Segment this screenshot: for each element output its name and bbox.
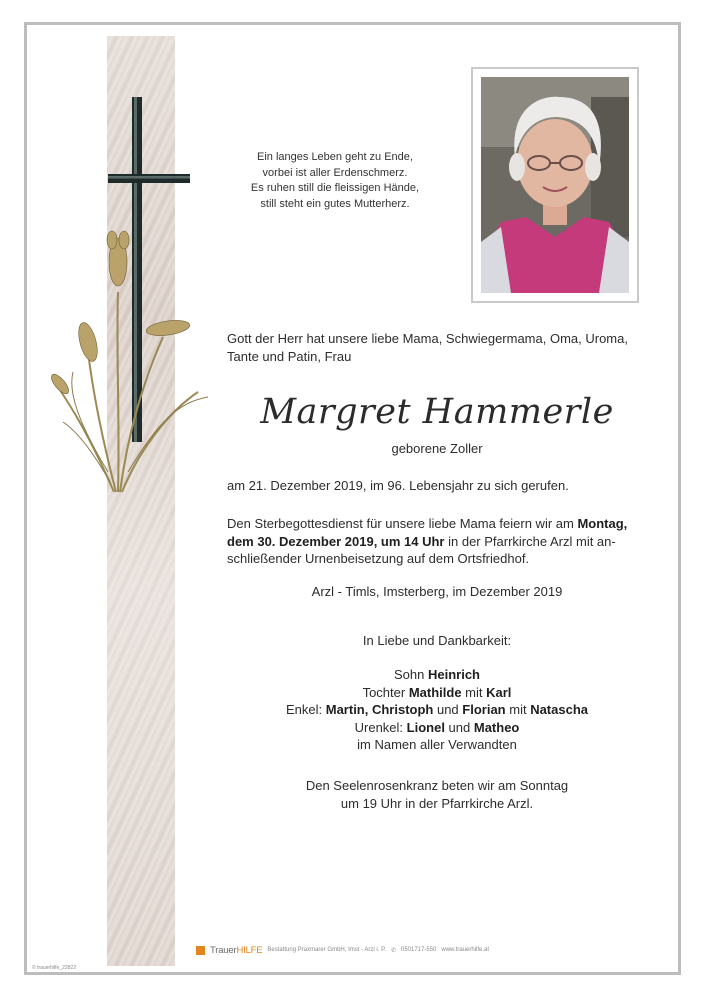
service-text	[227, 515, 647, 568]
partner-name: Natascha	[530, 702, 588, 717]
grandchild-name: Florian	[462, 702, 506, 717]
family-line-grandchildren	[227, 701, 647, 719]
maiden-name: geborene Zoller	[391, 441, 483, 456]
poem	[225, 150, 445, 212]
rosary-line: Den Seelenrosenkranz beten wir am Sonntag	[305, 778, 569, 793]
connector: mit	[505, 702, 531, 717]
family-line-relatives: im Namen aller Verwandten	[357, 737, 517, 752]
grandchild-names: Martin, Christoph	[325, 702, 434, 717]
service-datetime: Montag, dem 30. Dezember 2019, um 14 Uhr	[227, 516, 628, 549]
footer	[196, 942, 576, 958]
label: Tochter	[362, 684, 409, 700]
portrait-frame	[471, 67, 639, 303]
death-date-text: am 21. Dezember 2019, im 96. Lebensjahr zu sich gerufen.	[227, 478, 569, 493]
thanks-text: In Liebe und Dankbarkeit:	[362, 633, 512, 648]
connector: und	[433, 702, 463, 717]
portrait-photo	[481, 77, 629, 293]
copyright: © trauerhilfe_22822	[32, 965, 76, 971]
label: Sohn	[394, 667, 428, 682]
family-line-son	[227, 666, 647, 684]
trauerhilfe-logo-icon	[196, 946, 205, 955]
deceased-name: Margret Hammerle	[260, 392, 614, 432]
service-part: Den Sterbegottesdienst für unsere liebe Mama feiern wir am	[227, 516, 578, 531]
cross-with-wheat-icon	[48, 92, 218, 512]
rosary-notice	[227, 777, 647, 812]
footer-phone: 0501717-550	[401, 947, 437, 953]
poem-line: Es ruhen still die fleissigen Hände,	[250, 182, 420, 194]
poem-line: Ein langes Leben geht zu Ende,	[257, 151, 413, 163]
footer-web[interactable]: www.trauerhilfe.at	[441, 947, 490, 953]
label: Enkel:	[286, 702, 326, 717]
family-line-great-grandchildren	[227, 719, 647, 737]
logo-text-accent: HILFE	[236, 944, 263, 956]
great-grandchild-name: Matheo	[473, 719, 520, 735]
family-list	[227, 666, 647, 754]
label: Urenkel:	[354, 719, 407, 735]
great-grandchild-name: Lionel	[406, 719, 445, 735]
footer-logo	[210, 945, 262, 956]
place-date: Arzl - Timls, Imsterberg, im Dezember 2019	[311, 584, 563, 599]
footer-company: Bestattung Praxmarer GmbH, Imst - Arzl i. P.	[267, 947, 386, 953]
son-name: Heinrich	[427, 667, 480, 682]
daughter-name: Mathilde	[408, 684, 462, 700]
poem-line: still steht ein gutes Mutterherz.	[260, 197, 410, 210]
logo-text: Trauer	[210, 944, 237, 956]
service-part: in der Pfarrkirche Arzl mit anschließender Urnenbeisetzung auf dem Ortsfriedhof.	[227, 533, 616, 566]
poem-line: vorbei ist aller Erdenschmerz.	[262, 166, 408, 179]
family-line-daughter	[227, 684, 647, 702]
partner-name: Karl	[486, 684, 512, 700]
rosary-line: um 19 Uhr in der Pfarrkirche Arzl.	[340, 795, 534, 811]
intro-text: Gott der Herr hat unsere liebe Mama, Schwiegermama, Oma, Uroma, Tante und Patin, Frau	[227, 331, 628, 364]
connector: mit	[461, 684, 487, 700]
connector: und	[444, 719, 474, 735]
phone-icon: ✆	[390, 947, 396, 954]
